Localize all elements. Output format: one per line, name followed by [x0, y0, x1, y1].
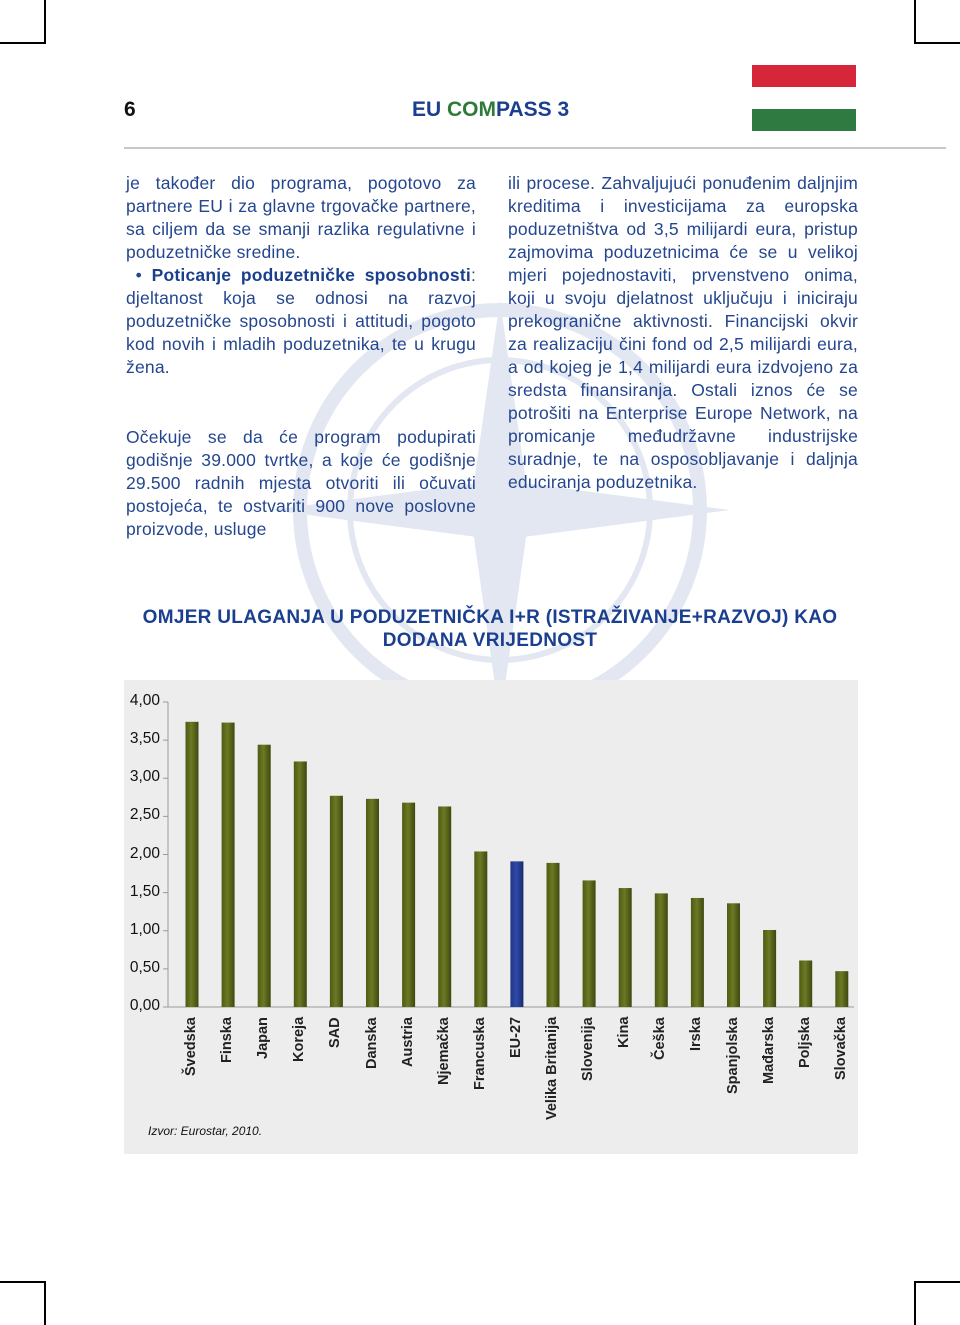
header-rule — [124, 147, 946, 149]
x-tick-label: Češka — [652, 1017, 669, 1060]
chart-title-line-2: DODANA VRIJEDNOST — [382, 630, 598, 651]
bold-term: Poticanje poduzetničke sposobnosti — [151, 265, 471, 285]
bar-mađarska — [763, 930, 776, 1007]
x-tick-label: Danska — [363, 1017, 380, 1069]
header-title-eu: EU — [412, 98, 448, 121]
y-tick-label: 0,00 — [129, 997, 160, 1014]
bar-švedska — [186, 722, 199, 1007]
bar-eu-27 — [510, 861, 523, 1007]
bar-irska — [691, 898, 704, 1007]
y-tick-label: 1,00 — [129, 920, 160, 938]
x-tick-label: EU-27 — [507, 1016, 524, 1058]
header-title-pass: PASS 3 — [496, 98, 570, 121]
bar-koreja — [294, 761, 307, 1007]
crop-mark — [0, 42, 44, 44]
y-tick-label: 0,50 — [129, 958, 160, 976]
bar-kina — [619, 888, 632, 1007]
x-tick-label: Švedska — [183, 1017, 199, 1076]
bar-austria — [402, 803, 415, 1007]
x-tick-label: SAD — [327, 1017, 344, 1048]
x-tick-label: Velika Britanija — [544, 1016, 560, 1120]
chart-title — [120, 606, 860, 652]
bar-poljska — [799, 960, 812, 1007]
x-tick-label: Koreja — [291, 1016, 308, 1062]
y-tick-label: 1,50 — [129, 882, 160, 900]
crop-mark — [44, 0, 46, 44]
left-paragraph-2 — [126, 264, 476, 379]
chart-area — [124, 680, 858, 1154]
chart-title-line-1: OMJER ULAGANJA U PODUZETNIČKA I+R (ISTRAŽIVANJE+RAZVOJ) KAO — [142, 607, 838, 628]
bar-slovačka — [835, 971, 848, 1007]
bar-finska — [222, 723, 235, 1007]
right-paragraph-1: ili procese. Zahvaljujući ponuđenim daljnjim kreditima i investicijama za europska poduzetništva od 3,5 milijardi eura, pristup zajmovima poduzetnicima će se u velikoj mjeri pojednostaviti, prvenstveno onima, koji u svoju djelatnost uključuju i iniciraju prekogranične aktivnosti. Financijski okvir za realizaciju čini fond od 2,5 milijardi eura, a od kojeg je 1,4 milijardi eura izdvojeno za sredsta finansiranja. Ostali iznos će se potrošiti na Enterprise Europe Network, na promicanje međudržavne industrijske suradnje, te na osposobljavanje i daljnja educiranja poduzetnika. — [508, 173, 858, 492]
left-paragraph-3: Očekuje se da će program podupirati godišnje 39.000 tvrtke, a koje će godišnje 29.500 radnih mjesta otvoriti ili očuvati postojeća, te ostvariti 900 nove poslovne proizvode, usluge — [126, 427, 476, 539]
y-tick-label: 2,50 — [129, 806, 160, 824]
x-tick-label: Finska — [219, 1017, 236, 1063]
bar-češka — [655, 893, 668, 1007]
crop-mark — [44, 1281, 46, 1325]
x-tick-label: Irska — [688, 1017, 705, 1051]
bar-slovenija — [583, 880, 596, 1007]
bullet-icon: • — [135, 265, 142, 285]
x-tick-label: Njemačka — [435, 1017, 452, 1085]
left-text-column — [126, 172, 476, 541]
crop-mark — [916, 1281, 960, 1283]
x-tick-label: Slovenija — [580, 1017, 597, 1081]
y-tick-label: 3,50 — [129, 730, 160, 748]
left-paragraph-1: je također dio programa, pogotovo za partnere EU i za glavne trgovačke partnere, sa ciljem da se smanji razlika regulativne i poduzetničke sredine. — [126, 173, 476, 262]
chart-source: Izvor: Eurostar, 2010. — [148, 1124, 263, 1138]
bar-spanjolska — [727, 903, 740, 1007]
header-title-com: COM — [447, 98, 497, 121]
bar-danska — [366, 799, 379, 1007]
flag-stripe-green — [752, 109, 856, 131]
left-paragraph-2-rest: : djeltanost koja se odnosi na razvoj poduzetničke sposobnosti i attitudi, pogoto kod novih i mladih poduzetnika, te u krugu žena. — [126, 265, 476, 377]
page-number: 6 — [124, 98, 136, 121]
x-tick-label: Slovačka — [832, 1017, 849, 1080]
bar-sad — [330, 796, 343, 1007]
bar-velika-britanija — [547, 863, 560, 1007]
x-tick-label: Kina — [616, 1016, 633, 1048]
bar-chart — [124, 680, 858, 1154]
x-tick-label: Japan — [255, 1017, 272, 1059]
y-tick-label: 4,00 — [129, 692, 160, 709]
x-tick-label: Mađarska — [760, 1017, 777, 1084]
running-header — [412, 98, 569, 122]
flag-stripe-white — [752, 87, 856, 109]
bar-francuska — [474, 851, 487, 1007]
right-text-column — [508, 172, 858, 494]
x-tick-label: Spanjolska — [724, 1017, 741, 1094]
crop-mark — [914, 1281, 916, 1325]
bar-njemačka — [438, 806, 451, 1007]
crop-mark — [916, 42, 960, 44]
flag-stripe-red — [752, 65, 856, 87]
y-tick-label: 3,00 — [129, 768, 160, 786]
x-tick-label: Francuska — [471, 1017, 488, 1090]
crop-mark — [914, 0, 916, 44]
x-tick-label: Poljska — [796, 1017, 813, 1068]
crop-mark — [0, 1281, 44, 1283]
y-tick-label: 2,00 — [129, 844, 160, 862]
bar-japan — [258, 745, 271, 1007]
x-tick-label: Austria — [399, 1017, 416, 1067]
